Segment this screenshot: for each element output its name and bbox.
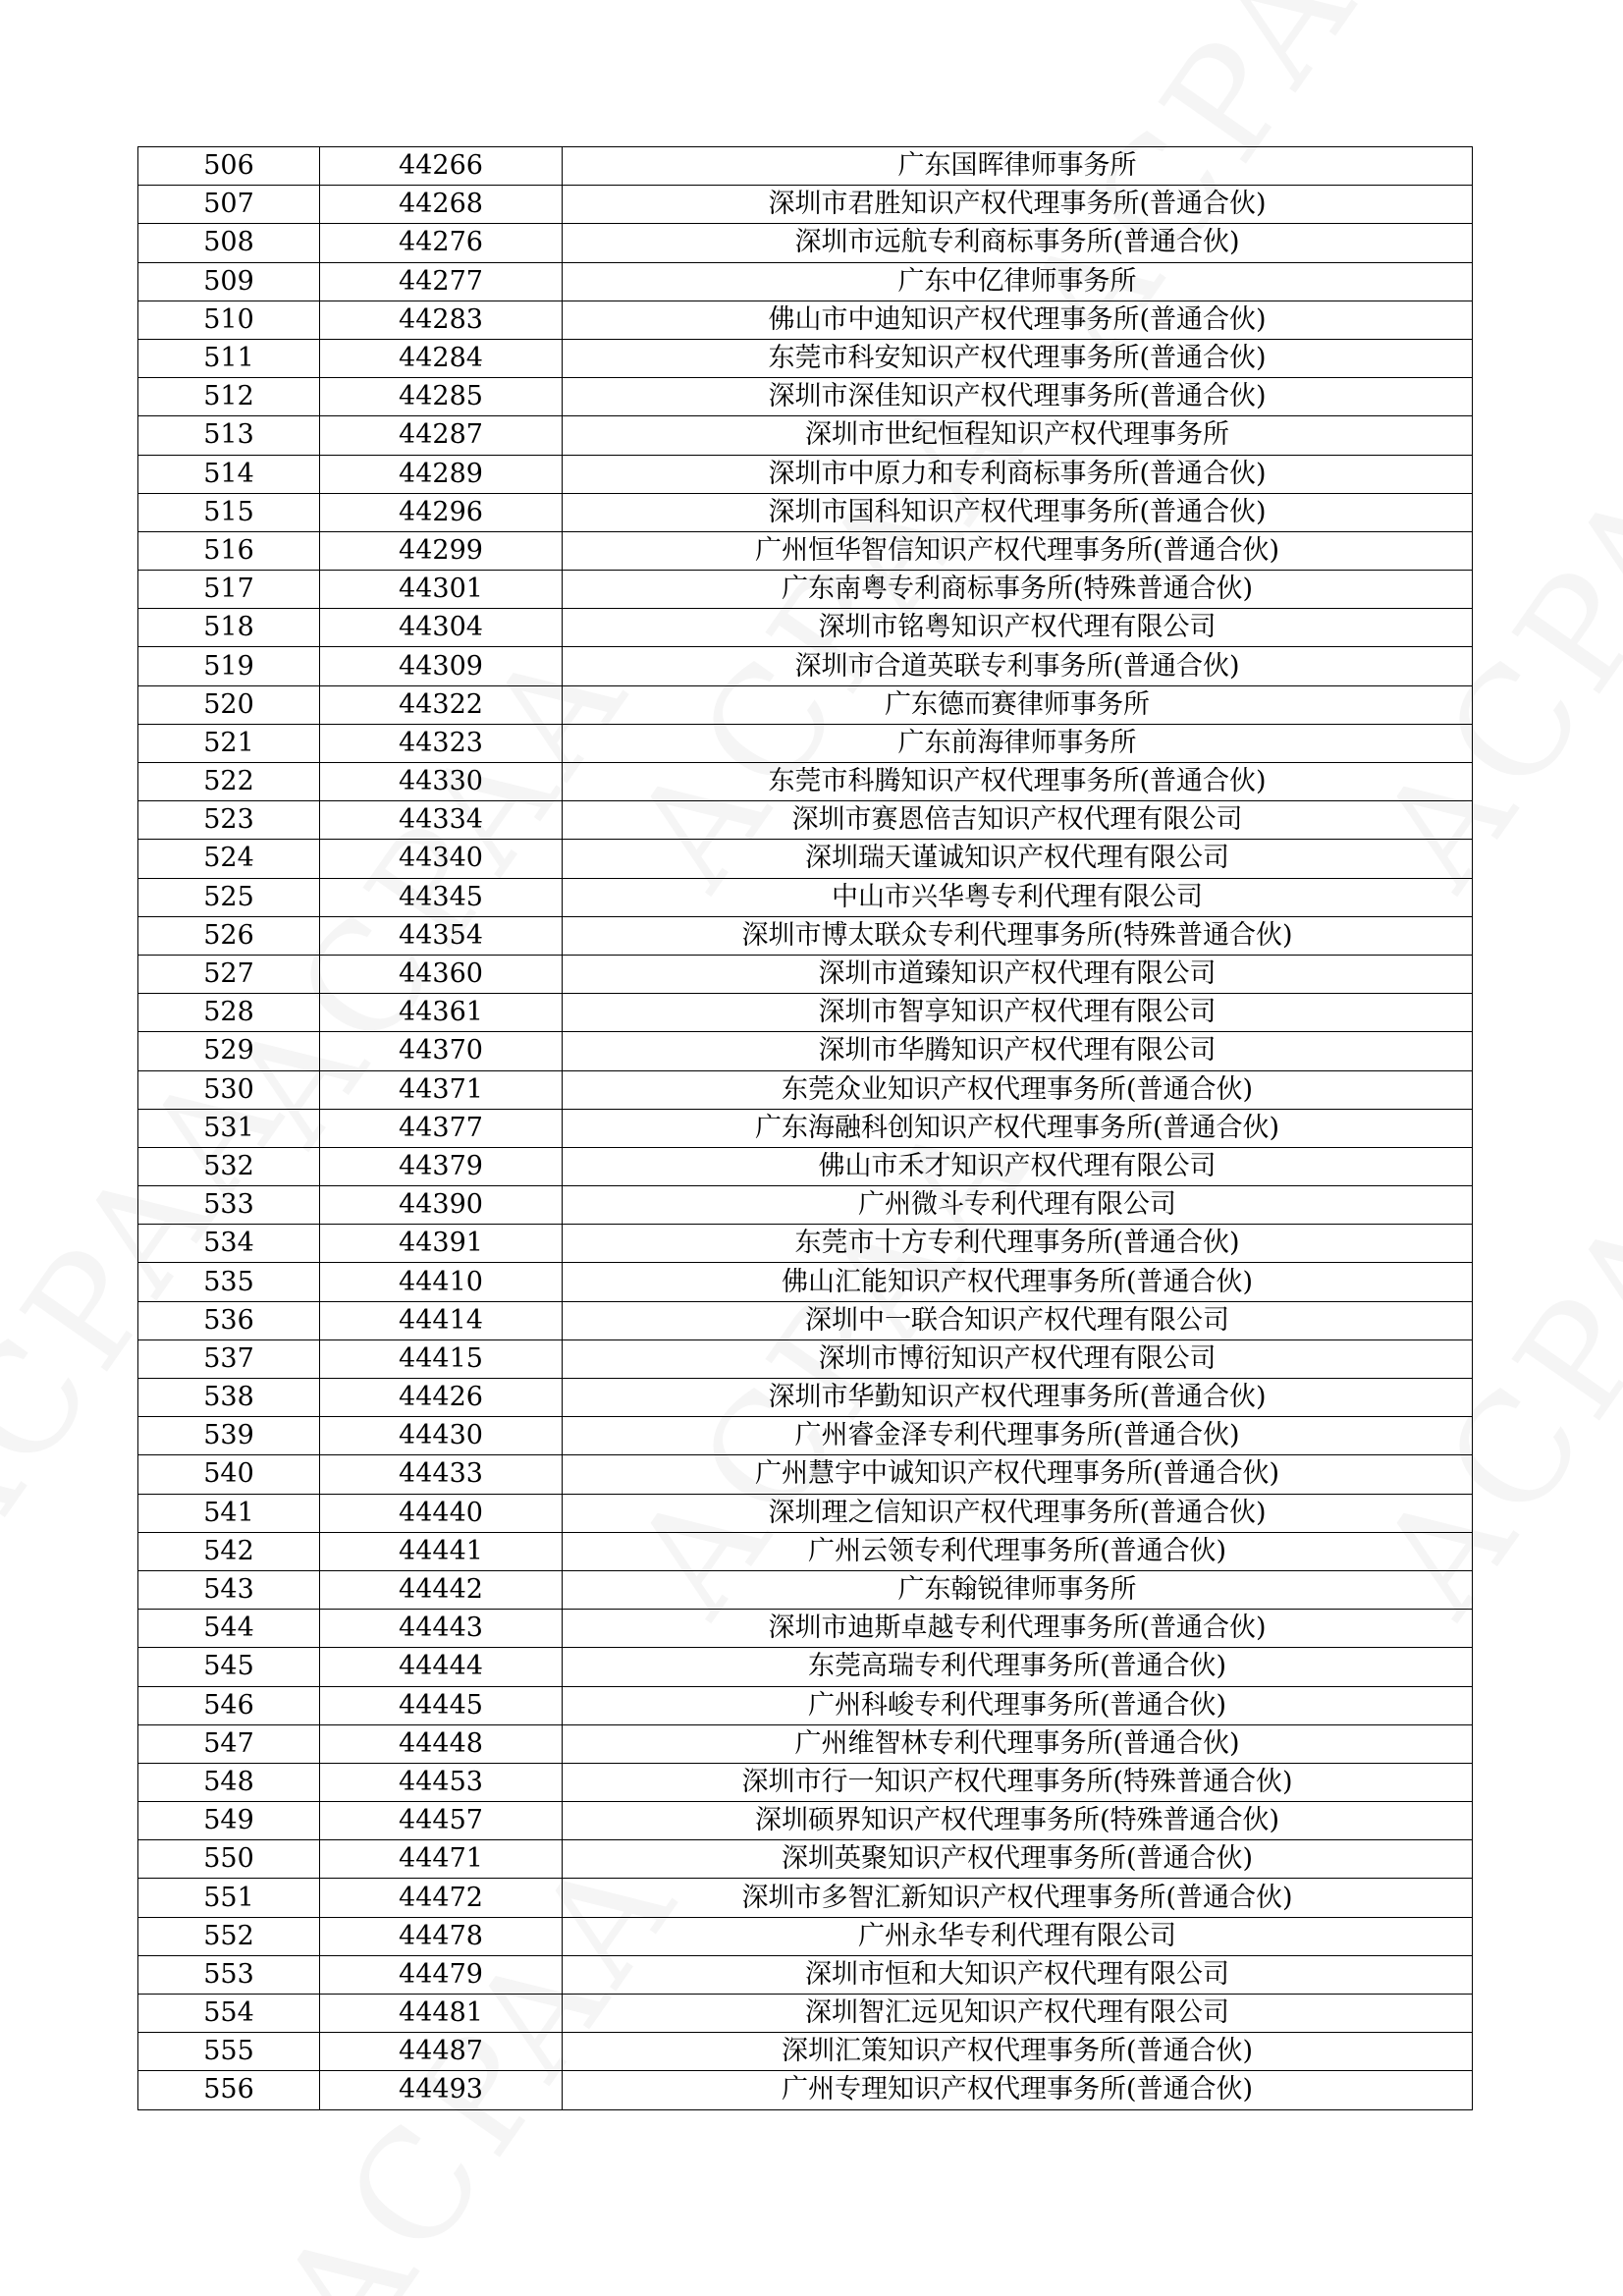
- agency-code-cell: 44426: [320, 1379, 563, 1417]
- agency-code-cell: 44471: [320, 1840, 563, 1879]
- row-number-cell: 509: [138, 262, 320, 301]
- row-number-cell: 550: [138, 1840, 320, 1879]
- row-number-cell: 537: [138, 1339, 320, 1378]
- table-row: [138, 455, 1473, 493]
- table-row: [138, 571, 1473, 609]
- table-row: [138, 147, 1473, 186]
- agency-code-cell: 44377: [320, 1109, 563, 1147]
- row-number-cell: 543: [138, 1570, 320, 1609]
- agency-name-cell: 东莞市十方专利代理事务所(普通合伙): [563, 1225, 1473, 1263]
- table-row: [138, 224, 1473, 262]
- row-number-cell: 542: [138, 1532, 320, 1570]
- agency-name-cell: 广东德而赛律师事务所: [563, 685, 1473, 724]
- agency-table: [137, 146, 1473, 2110]
- row-number-cell: 546: [138, 1686, 320, 1724]
- agency-code-cell: 44391: [320, 1225, 563, 1263]
- agency-code-cell: 44410: [320, 1263, 563, 1301]
- agency-code-cell: 44444: [320, 1648, 563, 1686]
- agency-code-cell: 44481: [320, 1995, 563, 2033]
- table-row: [138, 301, 1473, 339]
- table-row: [138, 1802, 1473, 1840]
- row-number-cell: 530: [138, 1070, 320, 1109]
- agency-code-cell: 44430: [320, 1417, 563, 1455]
- table-row: [138, 724, 1473, 762]
- agency-code-cell: 44277: [320, 262, 563, 301]
- table-row: [138, 2033, 1473, 2071]
- agency-name-cell: 深圳汇策知识产权代理事务所(普通合伙): [563, 2033, 1473, 2071]
- table-row: [138, 1840, 1473, 1879]
- agency-code-cell: 44296: [320, 493, 563, 531]
- table-row: [138, 1955, 1473, 1994]
- table-row: [138, 1301, 1473, 1339]
- agency-code-cell: 44340: [320, 840, 563, 878]
- row-number-cell: 508: [138, 224, 320, 262]
- agency-code-cell: 44493: [320, 2071, 563, 2109]
- row-number-cell: 538: [138, 1379, 320, 1417]
- agency-code-cell: 44276: [320, 224, 563, 262]
- agency-name-cell: 中山市兴华粤专利代理有限公司: [563, 878, 1473, 916]
- table-row: [138, 609, 1473, 647]
- agency-code-cell: 44299: [320, 531, 563, 570]
- agency-name-cell: 广东海融科创知识产权代理事务所(普通合伙): [563, 1109, 1473, 1147]
- agency-name-cell: 深圳市行一知识产权代理事务所(特殊普通合伙): [563, 1763, 1473, 1801]
- agency-name-cell: 深圳市博衍知识产权代理有限公司: [563, 1339, 1473, 1378]
- agency-table-body: [138, 147, 1473, 2110]
- agency-name-cell: 广州科峻专利代理事务所(普通合伙): [563, 1686, 1473, 1724]
- row-number-cell: 515: [138, 493, 320, 531]
- agency-name-cell: 深圳智汇远见知识产权代理有限公司: [563, 1995, 1473, 2033]
- agency-code-cell: 44440: [320, 1494, 563, 1532]
- table-row: [138, 1339, 1473, 1378]
- agency-name-cell: 深圳市合道英联专利事务所(普通合伙): [563, 647, 1473, 685]
- agency-name-cell: 佛山汇能知识产权代理事务所(普通合伙): [563, 1263, 1473, 1301]
- agency-code-cell: 44322: [320, 685, 563, 724]
- agency-code-cell: 44487: [320, 2033, 563, 2071]
- row-number-cell: 547: [138, 1724, 320, 1763]
- row-number-cell: 556: [138, 2071, 320, 2109]
- row-number-cell: 507: [138, 186, 320, 224]
- table-row: [138, 878, 1473, 916]
- row-number-cell: 522: [138, 763, 320, 801]
- table-row: [138, 1186, 1473, 1225]
- agency-name-cell: 深圳市道臻知识产权代理有限公司: [563, 955, 1473, 993]
- table-row: [138, 2071, 1473, 2109]
- row-number-cell: 527: [138, 955, 320, 993]
- table-row: [138, 916, 1473, 955]
- table-row: [138, 1070, 1473, 1109]
- table-row: [138, 262, 1473, 301]
- table-row: [138, 1032, 1473, 1070]
- agency-code-cell: 44479: [320, 1955, 563, 1994]
- agency-code-cell: 44379: [320, 1147, 563, 1185]
- row-number-cell: 551: [138, 1879, 320, 1917]
- agency-code-cell: 44390: [320, 1186, 563, 1225]
- agency-name-cell: 广东前海律师事务所: [563, 724, 1473, 762]
- agency-name-cell: 深圳瑞天谨诚知识产权代理有限公司: [563, 840, 1473, 878]
- agency-code-cell: 44433: [320, 1455, 563, 1494]
- row-number-cell: 516: [138, 531, 320, 570]
- agency-name-cell: 深圳市博太联众专利代理事务所(特殊普通合伙): [563, 916, 1473, 955]
- agency-name-cell: 深圳英聚知识产权代理事务所(普通合伙): [563, 1840, 1473, 1879]
- agency-code-cell: 44283: [320, 301, 563, 339]
- agency-code-cell: 44345: [320, 878, 563, 916]
- agency-name-cell: 广东翰锐律师事务所: [563, 1570, 1473, 1609]
- agency-name-cell: 深圳市世纪恒程知识产权代理事务所: [563, 416, 1473, 455]
- agency-code-cell: 44304: [320, 609, 563, 647]
- agency-name-cell: 深圳市赛恩倍吉知识产权代理有限公司: [563, 801, 1473, 840]
- agency-code-cell: 44287: [320, 416, 563, 455]
- row-number-cell: 528: [138, 994, 320, 1032]
- table-row: [138, 531, 1473, 570]
- row-number-cell: 545: [138, 1648, 320, 1686]
- agency-code-cell: 44442: [320, 1570, 563, 1609]
- agency-name-cell: 东莞高瑞专利代理事务所(普通合伙): [563, 1648, 1473, 1686]
- row-number-cell: 523: [138, 801, 320, 840]
- table-row: [138, 1263, 1473, 1301]
- agency-name-cell: 广州恒华智信知识产权代理事务所(普通合伙): [563, 531, 1473, 570]
- table-row: [138, 840, 1473, 878]
- agency-name-cell: 广东南粤专利商标事务所(特殊普通合伙): [563, 571, 1473, 609]
- row-number-cell: 511: [138, 339, 320, 377]
- agency-code-cell: 44371: [320, 1070, 563, 1109]
- table-row: [138, 1917, 1473, 1955]
- agency-name-cell: 东莞众业知识产权代理事务所(普通合伙): [563, 1070, 1473, 1109]
- agency-name-cell: 广州慧宇中诚知识产权代理事务所(普通合伙): [563, 1455, 1473, 1494]
- agency-name-cell: 深圳市铭粤知识产权代理有限公司: [563, 609, 1473, 647]
- agency-code-cell: 44360: [320, 955, 563, 993]
- agency-code-cell: 44448: [320, 1724, 563, 1763]
- row-number-cell: 534: [138, 1225, 320, 1263]
- agency-code-cell: 44285: [320, 378, 563, 416]
- agency-code-cell: 44323: [320, 724, 563, 762]
- row-number-cell: 521: [138, 724, 320, 762]
- agency-code-cell: 44266: [320, 147, 563, 186]
- agency-name-cell: 深圳理之信知识产权代理事务所(普通合伙): [563, 1494, 1473, 1532]
- row-number-cell: 554: [138, 1995, 320, 2033]
- row-number-cell: 540: [138, 1455, 320, 1494]
- agency-code-cell: 44478: [320, 1917, 563, 1955]
- table-row: [138, 801, 1473, 840]
- agency-name-cell: 东莞市科腾知识产权代理事务所(普通合伙): [563, 763, 1473, 801]
- agency-name-cell: 广州云领专利代理事务所(普通合伙): [563, 1532, 1473, 1570]
- row-number-cell: 525: [138, 878, 320, 916]
- table-row: [138, 1610, 1473, 1648]
- row-number-cell: 533: [138, 1186, 320, 1225]
- table-row: [138, 994, 1473, 1032]
- agency-name-cell: 深圳市远航专利商标事务所(普通合伙): [563, 224, 1473, 262]
- table-row: [138, 955, 1473, 993]
- agency-code-cell: 44289: [320, 455, 563, 493]
- agency-name-cell: 佛山市中迪知识产权代理事务所(普通合伙): [563, 301, 1473, 339]
- agency-name-cell: 广东国晖律师事务所: [563, 147, 1473, 186]
- agency-code-cell: 44309: [320, 647, 563, 685]
- agency-name-cell: 广州专理知识产权代理事务所(普通合伙): [563, 2071, 1473, 2109]
- row-number-cell: 518: [138, 609, 320, 647]
- row-number-cell: 544: [138, 1610, 320, 1648]
- table-row: [138, 1879, 1473, 1917]
- table-row: [138, 1995, 1473, 2033]
- row-number-cell: 536: [138, 1301, 320, 1339]
- row-number-cell: 524: [138, 840, 320, 878]
- agency-name-cell: 广州维智林专利代理事务所(普通合伙): [563, 1724, 1473, 1763]
- table-row: [138, 763, 1473, 801]
- agency-name-cell: 深圳市深佳知识产权代理事务所(普通合伙): [563, 378, 1473, 416]
- agency-name-cell: 深圳市华腾知识产权代理有限公司: [563, 1032, 1473, 1070]
- row-number-cell: 548: [138, 1763, 320, 1801]
- row-number-cell: 552: [138, 1917, 320, 1955]
- row-number-cell: 531: [138, 1109, 320, 1147]
- agency-code-cell: 44284: [320, 339, 563, 377]
- agency-name-cell: 广州微斗专利代理有限公司: [563, 1186, 1473, 1225]
- table-row: [138, 1724, 1473, 1763]
- row-number-cell: 555: [138, 2033, 320, 2071]
- row-number-cell: 512: [138, 378, 320, 416]
- table-row: [138, 1763, 1473, 1801]
- agency-code-cell: 44334: [320, 801, 563, 840]
- row-number-cell: 510: [138, 301, 320, 339]
- table-row: [138, 378, 1473, 416]
- agency-name-cell: 深圳市君胜知识产权代理事务所(普通合伙): [563, 186, 1473, 224]
- table-row: [138, 685, 1473, 724]
- agency-code-cell: 44453: [320, 1763, 563, 1801]
- table-row: [138, 1532, 1473, 1570]
- agency-name-cell: 深圳市恒和大知识产权代理有限公司: [563, 1955, 1473, 1994]
- row-number-cell: 529: [138, 1032, 320, 1070]
- table-row: [138, 339, 1473, 377]
- table-row: [138, 647, 1473, 685]
- agency-name-cell: 深圳市华勤知识产权代理事务所(普通合伙): [563, 1379, 1473, 1417]
- agency-code-cell: 44330: [320, 763, 563, 801]
- table-row: [138, 416, 1473, 455]
- table-row: [138, 493, 1473, 531]
- agency-code-cell: 44415: [320, 1339, 563, 1378]
- agency-code-cell: 44301: [320, 571, 563, 609]
- agency-name-cell: 深圳市迪斯卓越专利代理事务所(普通合伙): [563, 1610, 1473, 1648]
- table-row: [138, 1147, 1473, 1185]
- agency-code-cell: 44370: [320, 1032, 563, 1070]
- row-number-cell: 514: [138, 455, 320, 493]
- table-row: [138, 1417, 1473, 1455]
- agency-name-cell: 深圳市多智汇新知识产权代理事务所(普通合伙): [563, 1879, 1473, 1917]
- agency-code-cell: 44457: [320, 1802, 563, 1840]
- agency-name-cell: 广东中亿律师事务所: [563, 262, 1473, 301]
- agency-code-cell: 44472: [320, 1879, 563, 1917]
- agency-name-cell: 广州睿金泽专利代理事务所(普通合伙): [563, 1417, 1473, 1455]
- agency-code-cell: 44414: [320, 1301, 563, 1339]
- agency-code-cell: 44354: [320, 916, 563, 955]
- table-row: [138, 186, 1473, 224]
- table-row: [138, 1648, 1473, 1686]
- row-number-cell: 520: [138, 685, 320, 724]
- row-number-cell: 513: [138, 416, 320, 455]
- agency-code-cell: 44441: [320, 1532, 563, 1570]
- row-number-cell: 535: [138, 1263, 320, 1301]
- agency-name-cell: 深圳市中原力和专利商标事务所(普通合伙): [563, 455, 1473, 493]
- row-number-cell: 519: [138, 647, 320, 685]
- agency-name-cell: 深圳中一联合知识产权代理有限公司: [563, 1301, 1473, 1339]
- row-number-cell: 553: [138, 1955, 320, 1994]
- agency-name-cell: 东莞市科安知识产权代理事务所(普通合伙): [563, 339, 1473, 377]
- agency-code-cell: 44268: [320, 186, 563, 224]
- agency-code-cell: 44361: [320, 994, 563, 1032]
- agency-code-cell: 44443: [320, 1610, 563, 1648]
- agency-name-cell: 深圳市智享知识产权代理有限公司: [563, 994, 1473, 1032]
- row-number-cell: 506: [138, 147, 320, 186]
- agency-name-cell: 广州永华专利代理有限公司: [563, 1917, 1473, 1955]
- row-number-cell: 526: [138, 916, 320, 955]
- table-row: [138, 1570, 1473, 1609]
- row-number-cell: 541: [138, 1494, 320, 1532]
- row-number-cell: 517: [138, 571, 320, 609]
- table-row: [138, 1225, 1473, 1263]
- row-number-cell: 532: [138, 1147, 320, 1185]
- table-row: [138, 1686, 1473, 1724]
- table-row: [138, 1455, 1473, 1494]
- agency-name-cell: 深圳市国科知识产权代理事务所(普通合伙): [563, 493, 1473, 531]
- table-row: [138, 1379, 1473, 1417]
- agency-name-cell: 深圳硕界知识产权代理事务所(特殊普通合伙): [563, 1802, 1473, 1840]
- agency-code-cell: 44445: [320, 1686, 563, 1724]
- table-row: [138, 1494, 1473, 1532]
- agency-name-cell: 佛山市禾才知识产权代理有限公司: [563, 1147, 1473, 1185]
- table-row: [138, 1109, 1473, 1147]
- row-number-cell: 539: [138, 1417, 320, 1455]
- row-number-cell: 549: [138, 1802, 320, 1840]
